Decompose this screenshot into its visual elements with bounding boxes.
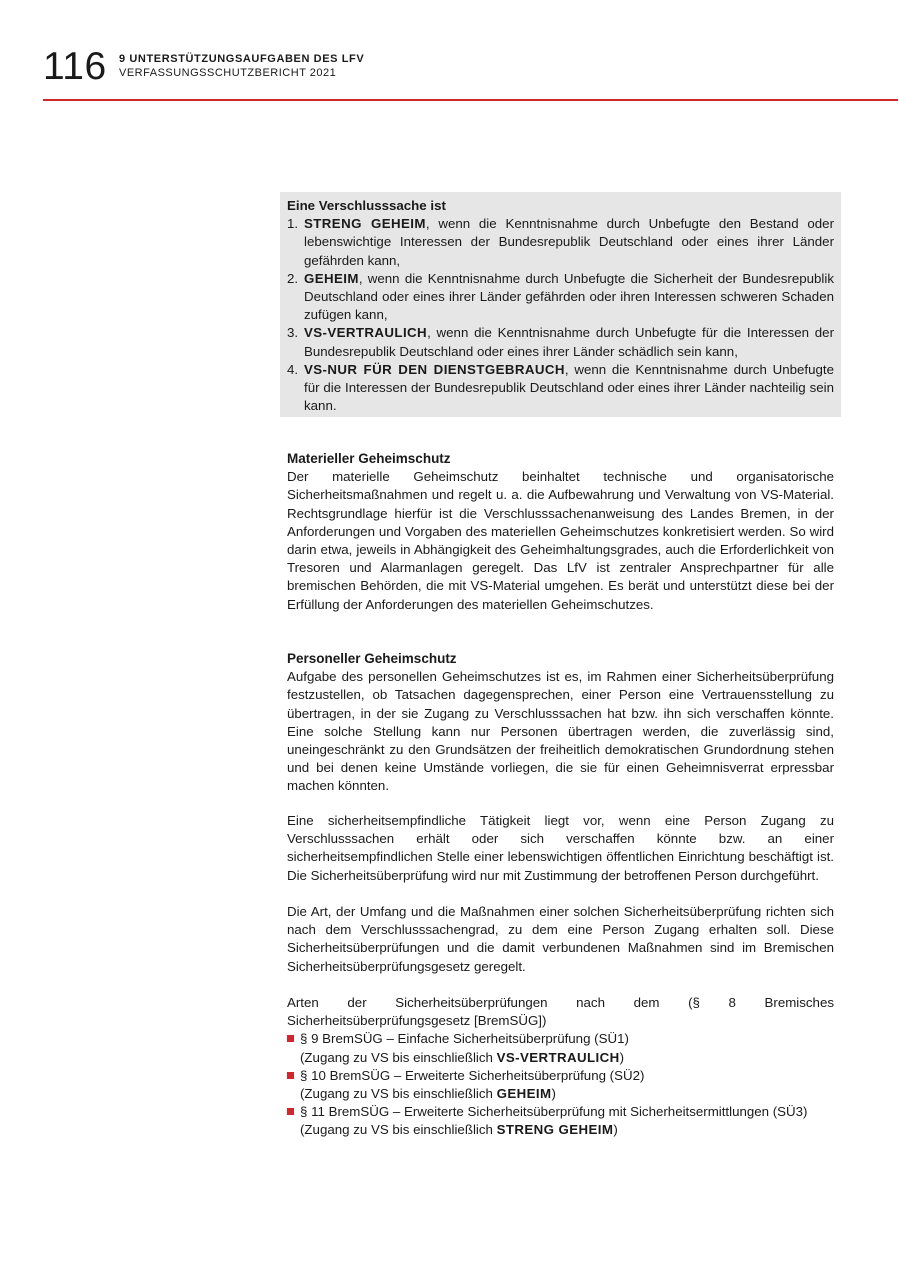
- infobox-title: Eine Verschlusssache ist: [287, 198, 446, 213]
- bullet-square-icon: [287, 1035, 294, 1042]
- check-access: [300, 1121, 834, 1139]
- classification-level: VS-VERTRAULICH: [496, 1049, 620, 1065]
- running-head: [119, 52, 364, 80]
- list-item: [287, 215, 834, 270]
- classification-level: GEHEIM: [304, 270, 359, 286]
- check-title: § 11 BremSÜG – Erweiterte Sicherheitsüberprüfung mit Sicherheitsermittlungen (SÜ3): [300, 1104, 808, 1120]
- paragraph-block: [287, 903, 834, 976]
- list-item: [287, 1067, 834, 1103]
- item-text: , wenn die Kenntnisnahme durch Unbefugte für die Interessen der Bundesrepublik Deutschland oder eines ihrer Länder schädlich sein kann,: [304, 325, 834, 359]
- section-heading: Personeller Geheimschutz: [287, 651, 457, 666]
- closing-paren: ): [551, 1086, 556, 1102]
- paragraph: Arten der Sicherheitsüberprüfungen nach dem (§ 8 Bremisches Sicherheitsüberprüfungsgesetz [BremSÜG]): [287, 995, 834, 1029]
- classification-list: [287, 215, 834, 415]
- page-header: [43, 44, 898, 101]
- item-text: , wenn die Kenntnisnahme durch Unbefugte für die Interessen der Bundesrepublik Deutschland oder eines ihrer Länder nachteilig sein kann.: [304, 361, 834, 414]
- classification-level: VS-VERTRAULICH: [304, 325, 428, 341]
- check-types-list: [287, 1030, 834, 1139]
- section-heading: Materieller Geheimschutz: [287, 451, 451, 466]
- check-title: § 10 BremSÜG – Erweiterte Sicherheitsüberprüfung (SÜ2): [300, 1067, 645, 1083]
- check-title: § 9 BremSÜG – Einfache Sicherheitsüberprüfung (SÜ1): [300, 1031, 629, 1047]
- item-number: 4.: [287, 361, 299, 377]
- item-number: 1.: [287, 216, 299, 232]
- classification-level: VS-NUR FÜR DEN DIENSTGEBRAUCH: [304, 361, 565, 377]
- closing-paren: ): [613, 1122, 618, 1138]
- chapter-title: 9 UNTERSTÜTZUNGSAUFGABEN DES LFV: [119, 53, 365, 65]
- access-text: (Zugang zu VS bis einschließlich: [300, 1049, 497, 1065]
- paragraph: Eine sicherheitsempfindliche Tätigkeit liegt vor, wenn eine Person Zugang zu Verschlusssachen erhält oder sich verschaffen könnte bzw. an einer sicherheitsempfindlichen Stelle einer lebenswichtigen öffentlichen Einrichtung beschäftigt ist. Die Sicherheitsüberprüfung wird nur mit Zustimmung der betroffenen Person durchgeführt.: [287, 813, 834, 883]
- access-text: (Zugang zu VS bis einschließlich: [300, 1122, 497, 1138]
- section-materiell: [287, 450, 834, 614]
- page-number: 116: [43, 45, 107, 88]
- bullet-square-icon: [287, 1108, 294, 1115]
- section-body: Der materielle Geheimschutz beinhaltet technische und organisatorische Sicherheitsmaßnahmen und regelt u. a. die Aufbewahrung und Verwaltung von VS-Material. Rechtsgrundlage hierfür ist die Verschlusssachenanweisung des Landes Bremen, in der Anforderungen und Vorgaben des materiellen Geheimschutzes konkretisiert werden. So wird darin etwa, jeweils in Abhängigkeit des Geheimhaltungsgrades, auch die Erforderlichkeit von Tresoren und Alarmanlagen geregelt. Das LfV ist zentraler Ansprechpartner für alle bremischen Behörden, die mit VS-Material umgehen. Es berät und unterstützt diese bei der Erfüllung der Anforderungen des materiellen Geheimschutzes.: [287, 469, 834, 612]
- list-item: [287, 1103, 834, 1139]
- item-text: , wenn die Kenntnisnahme durch Unbefugte den Bestand oder lebenswichtige Interessen der Bundesrepublik Deutschland oder eines ihrer Länder gefährden kann,: [304, 216, 834, 268]
- item-text: , wenn die Kenntnisnahme durch Unbefugte die Sicherheit der Bundesrepublik Deutschland oder eines ihrer Länder gefährden oder ihren Interessen schweren Schaden zufügen kann,: [304, 270, 834, 323]
- list-item: [287, 270, 834, 325]
- report-title: VERFASSUNGSSCHUTZBERICHT 2021: [119, 67, 337, 79]
- check-types-block: [287, 994, 834, 1140]
- closing-paren: ): [619, 1049, 625, 1065]
- access-text: (Zugang zu VS bis einschließlich: [300, 1086, 497, 1102]
- list-item: [287, 361, 834, 416]
- list-item: [287, 324, 834, 360]
- item-number: 3.: [287, 325, 299, 341]
- item-number: 2.: [287, 270, 299, 286]
- check-access: [300, 1049, 834, 1067]
- classification-level: GEHEIM: [496, 1086, 552, 1102]
- section-personell: [287, 650, 834, 796]
- check-access: [300, 1085, 834, 1103]
- bullet-square-icon: [287, 1072, 294, 1079]
- classification-level: STRENG GEHEIM: [304, 216, 426, 232]
- paragraph: Die Art, der Umfang und die Maßnahmen einer solchen Sicherheitsüberprüfung richten sich nach dem Verschlusssachengrad, zu dem eine Person Zugang erhalten soll. Diese Sicherheitsüberprüfungen und die damit verbundenen Maßnahmen sind im Bremischen Sicherheitsüberprüfungsgesetz geregelt.: [287, 904, 834, 974]
- classification-level: STRENG GEHEIM: [496, 1122, 614, 1138]
- classification-infobox: [280, 192, 841, 417]
- list-item: [287, 1030, 834, 1066]
- paragraph: Aufgabe des personellen Geheimschutzes ist es, im Rahmen einer Sicherheitsüberprüfung festzustellen, ob Tatsachen dagegensprechen, einer Person eine Vertrauensstellung zu übertragen, in der sie Zugang zu Verschlusssachen hat bzw. ihn sich verschaffen könnte. Eine solche Stellung kann nur Personen übertragen werden, die zuverlässig sind, uneingeschränkt zu den Grundsätzen der freiheitlich demokratischen Grundordnung stehen und bei denen keine Umstände vorliegen, die sie für einen Geheimnisverrat erpressbar machen könnten.: [287, 669, 834, 794]
- paragraph-block: [287, 812, 834, 885]
